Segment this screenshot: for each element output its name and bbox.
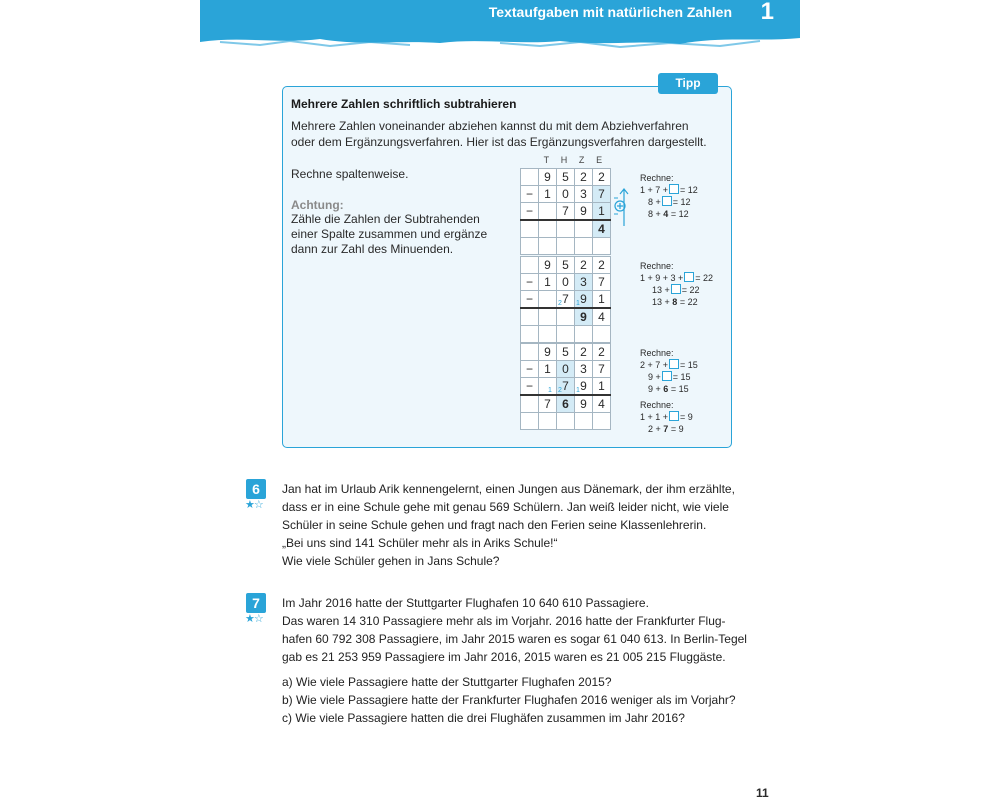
- task-6-line: Wie viele Schüler gehen in Jans Schule?: [282, 554, 500, 568]
- rechne-line: 13 + 8 = 22: [652, 297, 698, 307]
- chapter-title: Textaufgaben mit natürlichen Zahlen: [488, 4, 732, 20]
- rechne-step-3a: [640, 347, 698, 395]
- blank-box-icon: [684, 272, 694, 282]
- task-7-question-b: b) Wie viele Passagiere hatte der Frankfurter Flughafen 2016 weniger als im Vorjahr?: [282, 693, 736, 707]
- rechne-line: 1 + 1 + = 9: [640, 412, 693, 422]
- rechne-title: Rechne:: [640, 173, 674, 183]
- col-header-e: E: [596, 155, 603, 165]
- blank-box-icon: [662, 371, 672, 381]
- task-6-line: dass er in eine Schule gehe mit genau 569 Schülern. Jan weiß leider nicht, wie viele: [282, 500, 729, 514]
- task-6-line: Jan hat im Urlaub Arik kennengelernt, einen Jungen aus Dänemark, der ihm erzählte,: [282, 482, 735, 496]
- tip-label: Tipp: [658, 73, 718, 94]
- tip-instruction: Rechne spaltenweise.: [291, 167, 409, 181]
- task-7-line: Das waren 14 310 Passagiere mehr als im Vorjahr. 2016 hatte der Frankfurter Flug-: [282, 614, 726, 628]
- blank-box-icon: [669, 184, 679, 194]
- rechne-title: Rechne:: [640, 261, 674, 271]
- task-6-line: Schüler in seine Schule gehen und fragt nach den Ferien seine Klassenlehrerin.: [282, 518, 707, 532]
- task-7-question-c: c) Wie viele Passagiere hatten die drei Flughäfen zusammen im Jahr 2016?: [282, 711, 685, 725]
- tip-intro-line: oder dem Ergänzungsverfahren. Hier ist das Ergänzungsverfahren dargestellt.: [291, 135, 707, 149]
- task-7-question-a: a) Wie viele Passagiere hatte der Stuttgarter Flughafen 2015?: [282, 675, 612, 689]
- task-6-number-badge: 6: [246, 479, 266, 499]
- subtraction-grid-step-1: 9 5 2 2 − 1 0 3 7 − 7 9 1 4: [520, 168, 611, 255]
- col-header-t: T: [543, 155, 550, 165]
- rechne-step-3b: [640, 399, 693, 435]
- textbook-page: [200, 0, 800, 800]
- carry-digit: 1: [548, 387, 552, 394]
- rechne-line: 2 + 7 = 9: [648, 424, 684, 434]
- task-7-text: [282, 594, 762, 666]
- blank-box-icon: [671, 284, 681, 294]
- rechne-line: 1 + 7 + = 12: [640, 185, 698, 195]
- tip-intro: [291, 118, 711, 150]
- place-value-headers: [520, 155, 608, 165]
- carry-digit: 2: [558, 300, 562, 307]
- rechne-step-1: [640, 172, 698, 220]
- blank-box-icon: [669, 411, 679, 421]
- rechne-title: Rechne:: [640, 400, 674, 410]
- task-7-line: gab es 21 253 959 Passagiere im Jahr 2016, 2015 waren es 21 005 215 Fluggäste.: [282, 650, 726, 664]
- rechne-line: 2 + 7 + = 15: [640, 360, 698, 370]
- task-7-line: hafen 60 792 308 Passagiere, im Jahr 2015 waren es sogar 61 040 613. In Berlin-Tegel: [282, 632, 747, 646]
- tip-warning-line: einer Spalte zusammen und ergänze: [291, 227, 488, 241]
- rechne-step-2: [640, 260, 713, 308]
- task-6-text: [282, 480, 762, 570]
- rechne-line: 13 + = 22: [652, 285, 700, 295]
- tip-heading: Mehrere Zahlen schriftlich subtrahieren: [291, 97, 517, 111]
- rechne-line: 9 + = 15: [648, 372, 691, 382]
- page-number: 11: [756, 786, 769, 800]
- tip-warning-line: dann zur Zahl des Minuenden.: [291, 242, 454, 256]
- task-6-difficulty-stars: ★☆: [245, 499, 263, 511]
- subtraction-grid-step-2: 9 5 2 2 − 1 0 3 7 − 2 7 1 9 1 9 4: [520, 256, 611, 343]
- rechne-title: Rechne:: [640, 348, 674, 358]
- tip-warning-text: [291, 212, 501, 257]
- task-7-questions: [282, 673, 762, 727]
- blank-box-icon: [662, 196, 672, 206]
- chapter-number: 1: [760, 0, 774, 25]
- blank-box-icon: [669, 359, 679, 369]
- task-6-line: „Bei uns sind 141 Schüler mehr als in Ariks Schule!“: [282, 536, 558, 550]
- tip-warning-line: Zähle die Zahlen der Subtrahenden: [291, 212, 480, 226]
- rechne-line: 8 + 4 = 12: [648, 209, 689, 219]
- task-7-difficulty-stars: ★☆: [245, 613, 263, 625]
- task-7-number-badge: 7: [246, 593, 266, 613]
- addition-arrow-icon: [612, 186, 636, 230]
- tip-warning-title: Achtung:: [291, 198, 344, 212]
- header-spacer: [520, 155, 538, 165]
- subtraction-grid-step-3: 9 5 2 2 − 1 0 3 7 − 1 2 7 1 9 1 7 6 9 4: [520, 343, 611, 430]
- rechne-line: 8 + = 12: [648, 197, 691, 207]
- carry-digit: 1: [576, 300, 580, 307]
- rechne-line: 9 + 6 = 15: [648, 384, 689, 394]
- tip-intro-line: Mehrere Zahlen voneinander abziehen kannst du mit dem Abziehverfahren: [291, 119, 689, 133]
- col-header-h: H: [560, 155, 568, 165]
- chapter-banner: [200, 0, 800, 50]
- task-7-line: Im Jahr 2016 hatte der Stuttgarter Flughafen 10 640 610 Passagiere.: [282, 596, 649, 610]
- carry-digit: 1: [576, 387, 580, 394]
- rechne-line: 1 + 9 + 3 + = 22: [640, 273, 714, 283]
- carry-digit: 2: [558, 387, 562, 394]
- col-header-z: Z: [578, 155, 585, 165]
